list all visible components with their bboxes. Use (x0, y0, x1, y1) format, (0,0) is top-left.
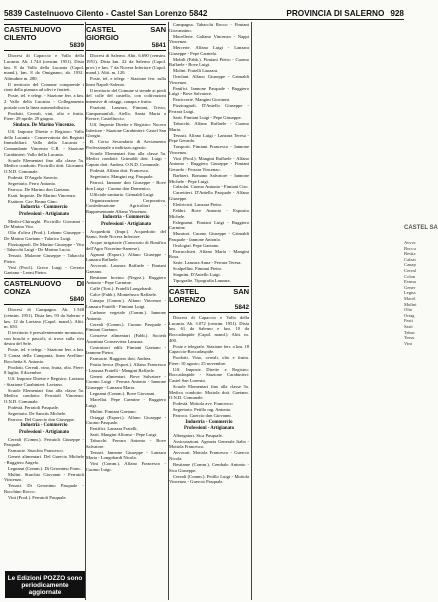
entry-text: Uff. Imposte Dirette e Registro: Roccadaspide - Stazione Carabinieri: Castel San Lorenzo. (169, 366, 249, 383)
entry-text: Pasticcerie. Mangini Giovanni. (173, 97, 231, 103)
edge-fragment: Cereal (404, 267, 416, 273)
entry-text: Albergatori. Sica Pasquale. (173, 432, 223, 438)
entry-text: Tipografie. Tipografia Lanzara. (173, 278, 231, 284)
entry-text: Scuole Elementari fino alla classe 5a. Medico condotto: Mottola dott. Gaetano. O.N.D. Comunale. (169, 383, 249, 401)
notice-line-1: Le Edizioni POZZO sono (7, 575, 83, 582)
entry-text: Bestiame bovino (Negoz.). Ruggiero Antonio - Pepe Carmine. (86, 274, 166, 286)
entry-text: Mercerie. Alfano Luigi - Lanzara Giuseppe - Pepe Carmela. (169, 45, 249, 56)
entry-text: Il territorio del Comune comprende i rioni della pianura ad ulivi e frutteti. (4, 81, 84, 93)
edge-fragment: Avvoc (404, 240, 416, 245)
section-heading: Professioni - Artigianato (18, 211, 69, 217)
entry-text: Parroco. De Marino don Gaetano. (8, 186, 71, 192)
entry-text: Parroci. Iannone don Giuseppe - Bove don Luigi - Cuomo don Domenico. (86, 179, 166, 191)
entry-text: Avvocati. Lanzara Raffaele - Fimiani Gaetano. (86, 263, 166, 274)
entry-text: Parroco. Del Guercio don Giuseppe. (8, 416, 75, 422)
entry-text: Pizzicagnoli. D'Aniello Giuseppe - Ferrara Luigi. (169, 103, 249, 115)
entry-text: R. Corso Secondario di Avviamento Professionale a indirizzo agrario. (86, 139, 166, 150)
entry-text: Tabacchi. Ferrara Antonio - Bove Salvatore. (86, 438, 166, 449)
entry-text: Uff. Imposte Dirette e Registro: Vallo della Lucania - Conservatoria dei Registri Immobiliari: Vallo della Lucania - Comandante Vincenzo C.R. - Stazione Carabinieri: Vallo della Lucania. (4, 129, 84, 157)
edge-fragment: Tabac (404, 329, 415, 335)
entry-text: Diocesi di Capaccio e Vallo della Lucania. Ab. 3.072 (censim. 1951). Dista km. 61 da Salerno e km. 10 da Roccadaspide (Capol. mand.). Altit. m. 400. (169, 315, 249, 343)
section-heading: Industria - Commercio (185, 419, 233, 425)
entry-text: Carbone vegetale (Comm.). Iannone Antonio. (86, 309, 166, 321)
entry-text: Vini (Prod.). Greco Luigi - Cerrato Gaetano - Leoni Pietro. (4, 264, 84, 276)
entry-text: Costruttori edili. Fimiani Gaetano - Iannone Pietro. (86, 344, 166, 356)
entry-text: Diocesi di Salerno. Abit. 6.690 (censim. 1951). Dista km. 22 da Salerno (Capol. prov.) e km. 7 da Nocera Inferiore (Capol. mand.). Altit. m. 120. (86, 53, 166, 76)
entry-text: Muratori. Cuomo Giuseppe - Grimaldi Pasquale - Iannone Antonio. (169, 231, 249, 242)
entry-text: Vini (Comm.). Alfano Francesco - Cuomo Luigi. (86, 461, 166, 472)
edge-fragment: Colon (404, 273, 416, 279)
town-number: 5842 (234, 303, 249, 311)
entry-text: Assicurazioni. Agenzia Generale Italia - Mottola Francesco. (169, 438, 249, 450)
town-heading (4, 24, 84, 51)
entry-text: Stagnini. D'Aniello Luigi. (173, 272, 221, 278)
town-name: CASTELNUOVO DI CONZA (4, 279, 84, 297)
entry-text: Il territorio del Comune si stende ai piedi del colle del castello, con coltivazioni intensive di ortaggi, canapa e frutta. (86, 87, 166, 104)
entry-text: Podestà. D'Angelo Saverio. (8, 174, 59, 180)
entry-text: Esattore. Cav. Bruno Gino. (8, 198, 58, 204)
entry-text: Frazioni. Lanzara, Fimiani, Trivio, Campomanfoli, Aiello, Santa Maria a Favore, Castelluccio. (86, 104, 166, 122)
entry-text: Legnami (Comm.). Di Geronimo Franc. (8, 465, 82, 471)
entry-text: Panifici. Iannone Pasquale - Ruggiero Luigi - Bove Salvatore. (169, 85, 249, 97)
entry-text: Farmacie. Sturchio Francesco. (8, 448, 64, 454)
town-name: CASTELNUOVO CILENTO (4, 25, 62, 43)
edge-fragment: Legna (404, 290, 416, 296)
header-page-number: 928 (390, 9, 404, 18)
section-heading: Industria - Commercio (20, 423, 68, 429)
entry-text: Podestà. Mottola avv. Francesco. (173, 401, 234, 407)
header-right (286, 9, 404, 18)
entry-text: Mulini. Sturchio Giovanni - Ferraioli Vincenzo. (4, 471, 84, 483)
entry-text: Poste, tel. e telegr. - Stazione ferr. a km. 2 Vallo della Lucania - Collegamento postale con la linea automobilistica. (4, 93, 84, 110)
entry-text: Fabbri. Bove Antonio - Esposito Michele. (169, 208, 249, 219)
entry-text: Esatt. Imposte. De Marino Vincenzo. (8, 192, 77, 198)
entry-text: Trasporti. Fimiani Francesco - Iannone Vincenzo. (169, 144, 249, 155)
entry-text: Podestà. Ferraioli Pasquale. (8, 404, 60, 410)
entry-text: Cereali (Comm.). Ferraioli Giuseppe - Pasquale. (4, 436, 84, 448)
entry-text: Parrucchieri. Alfano Maria - Mangini Rosa. (169, 248, 249, 260)
entry-text: Tessuti. Di Geronimo Pasquale - Bocchino Rocco. (4, 483, 84, 494)
entry-text: Diocesi di Campagna. Ab. 1.548 (censim. 1951). Dista km. 93 da Salerno e km. 12 da Laviano (Capol. mand.). Altit. m. 650. (4, 307, 84, 330)
entry-text: Prodotti. Vino, cereali, olio e frutta. Fiere: 10 agosto; 25 novembre. (169, 355, 249, 366)
edge-fragment: Farma (404, 279, 416, 285)
entry-text: Falegnami. Fimiani Luigi - Ruggiero Carmine. (169, 219, 249, 231)
edge-fragment: Mulini (404, 301, 417, 307)
section-heading: Industria - Commercio (102, 215, 150, 221)
column-1 (4, 22, 84, 598)
entry-text: Mulini. Fimiani Gaetano. (90, 408, 137, 414)
entry-text: Prodotti. Cereali, vini, olio e frutta. Fiere: 29 aprile; 29 giugno. (4, 110, 84, 122)
entry-text: Cereali (Comm.). Petillo Luigi - Mottola Vincenzo - Guercio Pasquale. (169, 473, 249, 485)
entry-text: Calce (Fabb.). Montefusco Raffaele. (90, 292, 158, 298)
entry-text: Generi alimentari. Del Guercio Michele - Ruggiero Angelo. (4, 454, 84, 465)
entry-text: Parroco. Guercio don Giovanni. (173, 413, 232, 419)
section-heading: Industria - Commercio (20, 205, 68, 211)
entry-text: Molini. Fratelli Lanzara. (173, 68, 219, 74)
entry-text: Segretario. Ferro Antonio. (8, 180, 57, 186)
entry-text: Scuole Elementari fino alla classe 5a. Medici condotti: Grimaldi dott. Luigi - Caputo dott. Andrea. O.N.D. Comunale. (86, 150, 166, 168)
entry-text: Podestà. Alfano dott. Francesco. (90, 168, 150, 174)
town-heading (4, 278, 84, 305)
entry-text: Avvocati. Mottola Francesco - Guercio Nicola. (169, 450, 249, 462)
entry-text: Diocesi di Capaccio e Vallo della Lucania. Ab. 1.744 (censim. 1951). Dista km. 8 da Vallo della Lucania (Capol. mand.), km. 8 da Omignano, ab. 1931. Altitudine m. 280. (4, 53, 84, 81)
entry-text: Ufficiale sanitario. Grimaldi Luigi. (90, 191, 155, 197)
entry-text: Tessuti. Malzone Giuseppe - Tabacchi Pietro. (4, 253, 84, 264)
entry-text: Scuole Elementari fino alla classe 5a. Medico condotto: Piccirillo dott. Giovanni. O.N.D. Comunale. (4, 157, 84, 174)
entry-text: Barbieri. Romano Salvatore - Iannone Michele - Pepe Luigi. (169, 172, 249, 184)
town-heading (169, 286, 249, 313)
entry-text: Olio d'oliva (Prod.). Lebano Giuseppe - De Marino Gaetano - Talarico Luigi. (4, 230, 84, 241)
entry-text: Medici-Chirurghi. Piccirillo Giovanni - De Marino Vito. (4, 218, 84, 230)
entry-text: Farmacie. Ruggiero dott. Andrea. (90, 356, 152, 362)
edge-fragment: Olio (404, 307, 413, 313)
entry-text: Canapa (Comm.). Alfano Vincenzo - Lanzara Fratelli - Fimiani Luigi. (86, 298, 166, 309)
entry-text: Sarti. Fimiani Luigi - Pepe Giuseppe. (173, 115, 242, 121)
entry-text: Tabacchi. Alfano Raffaele - Cuomo Maria. (169, 121, 249, 132)
edge-fragment: Tessu (404, 335, 415, 341)
entry-text: Vini (Prod.). Ferraioli Pasquale. (8, 494, 67, 500)
entry-text: Ortaggi (Esport.). Alfano Giuseppe - Cuomo Pasquale. (86, 414, 166, 426)
entry-text: Pastifici. Lanzara Fratelli. (90, 426, 138, 432)
entry-text: Scalpellini. Fimiani Pietro. (173, 266, 223, 272)
entry-text: Tessuti. Iannone Giuseppe - Lanzara Maria - Longobardi Nicola. (86, 449, 166, 461)
next-page-edge (404, 240, 419, 346)
entry-text: Poste e telegrafo. Stazione ferr. a km. 18 Capaccio-Roccadaspide. (169, 343, 249, 355)
town-number: 5839 (69, 41, 84, 49)
entry-text: Sarti. Mangini Alfonso - Pepe Luigi. (90, 432, 158, 438)
edge-fragment: Bestia (404, 251, 416, 257)
entry-text: Pizzicagnoli. De Marino Giuseppe - Vito - Tabacchi Luigi - De Marino Lucia. (4, 241, 84, 253)
edge-fragment: Gener (404, 284, 416, 290)
publisher-notice (5, 571, 85, 598)
entry-text: Macellerie. Galiano Vincenzo - Nappi Vincenzo. (169, 33, 249, 45)
edge-fragment: Pasti (404, 318, 413, 324)
edge-fragment: Boccu (404, 245, 416, 251)
entry-text: Ortolani. Alfano Giuseppe - Grimaldi Vincenzo. (169, 74, 249, 85)
entry-text: Sarte. Lanzara Anna - Ferrara Teresa. (173, 260, 242, 266)
entry-text: Campagna. Tabacchi Rocco - Fimiani Giovannino. (169, 22, 249, 33)
entry-text: Macellai. Pepe Carmine - Ruggiero Luigi. (86, 396, 166, 408)
edge-fragment: Canap (404, 262, 416, 268)
entry-text: Carrettieri. D'Aniello Pasquale - Alfano Giuseppe. (169, 190, 249, 202)
town-number: 5840 (69, 295, 84, 303)
column-2 (86, 22, 166, 598)
entry-text: Scuole Elementari fino alla classe 5a. Medico condotto: Ferraioli Vincenzo. O.N.D. Comunale. (4, 387, 84, 404)
column-rule (251, 22, 252, 600)
entry-text: Prodotti. Cereali, vino, frutta, olio. Fiere: 8 luglio; 8 dicembre. (4, 364, 84, 376)
entry-text: Frutta fresca (Esport.). Alfano Francesco - Lanzara Fratelli - Mangini Raffaele. (86, 362, 166, 373)
entry-text: Acque irrigatorie (Consorzio di Bonifica dell'Agro Nocerino-Sarnese). (86, 240, 166, 251)
edge-fragment: Macel (404, 295, 416, 301)
entry-text: Orologiai. Pepe Gaetano. (173, 242, 220, 248)
edge-fragment: Vini (404, 340, 412, 346)
entry-text: Calzolai. Cuomo Antonio - Fimiani Ciro. (173, 184, 249, 190)
entry-text: Il territorio è prevalentemente montuoso, con boschi e pascoli; si trova sulla riva destra del Sele. (4, 330, 84, 347)
entry-text: Cereali (Comm.). Cuomo Pasquale - Fimiani Gaetano. (86, 321, 166, 333)
entry-text: Poste, tel. e telegr. - Stazione ferr. a km. 5 Conza della Campania, linea Avellino-Rocchetta S. Antonio. (4, 347, 84, 364)
entry-text: Uff. Imposte Dirette e Registro: Nocera Inferiore - Stazione Carabinieri: Castel San Giorgio. (86, 122, 166, 139)
entry-text: Uff. Imposte Dirette e Registro: Laviano - Stazione Carabinieri: Laviano. (4, 376, 84, 387)
entry-text: Agrumi (Esport.). Alfano Giuseppe - Lanzara Raffaele. (86, 251, 166, 263)
entry-text: Bestiame (Comm.). Cembalo Antonio - Sica Giuseppe. (169, 462, 249, 473)
town-heading (86, 24, 166, 51)
edge-fragment: Ortag (404, 312, 415, 318)
section-heading: Professioni - Artigianato (183, 426, 234, 432)
column-3 (169, 22, 249, 598)
entry-text: Legnami (Comm.). Bove Giovanni. (90, 391, 156, 396)
entry-text: Tessuti. Alfano Luigi - Lanzara Teresa - Pepe Gerardo. (169, 132, 249, 144)
town-name: CASTEL SAN LORENZO (169, 286, 249, 305)
notice-line-2: periodicamente aggiornate (21, 582, 69, 597)
town-number: 5841 (151, 41, 166, 49)
entry-text: Conserve alimentari (Fabb.). Società Anonima Conserviera Lanzara. (86, 333, 166, 344)
entry-text: Caffè (Tost.). Fratelli Longobardi. (90, 286, 153, 292)
header-range: 5839 Castelnuovo Cilento - Castel San Lorenzo 5842 (4, 9, 208, 18)
entry-text: Elettricisti. Lanzara Pietro. (173, 202, 223, 208)
section-heading: Professioni - Artigianato (18, 430, 69, 436)
entry-text: Segretario. Petillo rag. Antonio. (173, 407, 232, 413)
header-province: PROVINCIA DI SALERNO (286, 9, 385, 18)
entry-text: Acquedotti (Impr.). Acquedotto del Sarno, Sede Nocera Inferiore. (86, 228, 166, 240)
edge-fragment: Sarti (404, 323, 413, 329)
town-name: CASTEL SAN GIORGIO (86, 25, 166, 43)
next-page-title-fragment: CASTEL SA (404, 225, 438, 231)
edge-fragment: Calzat (404, 256, 416, 262)
entry-text: Vini (Prod.). Mangini Raffaele - Alfano Antonio - Ruggiero Giuseppe - Fimiani Gerardo - Ferrara Vincenzo. (169, 155, 249, 172)
section-heading: Professioni - Artigianato (100, 221, 151, 227)
entry-text: Poste, tel. e telegr. - Stazione ferr. sulla linea Napoli-Salerno. (86, 76, 166, 87)
entry-text: Generi alimentari. Bove Salvatore - Cuomo Luigi - Ferrara Antonio - Iannone Giuseppe - Lanzara Maria. (86, 373, 166, 391)
entry-text: Mobili (Fabb.). Fimiani Pietro - Cuomo Raffaele - Bove Luigi. (169, 56, 249, 68)
entry-text: Segretario. De Sanctis Michele. (8, 410, 67, 416)
section-heading: Sindaco. De Marino Vincenzo. (13, 122, 75, 128)
entry-text: Segretario. Mangini rag. Pasquale. (90, 174, 154, 179)
entry-text: Organizzazione Corporativa. Confederazione Agricoltori - Rappresentante Alfano Vincenzo. (86, 197, 166, 214)
page-header (4, 6, 404, 20)
